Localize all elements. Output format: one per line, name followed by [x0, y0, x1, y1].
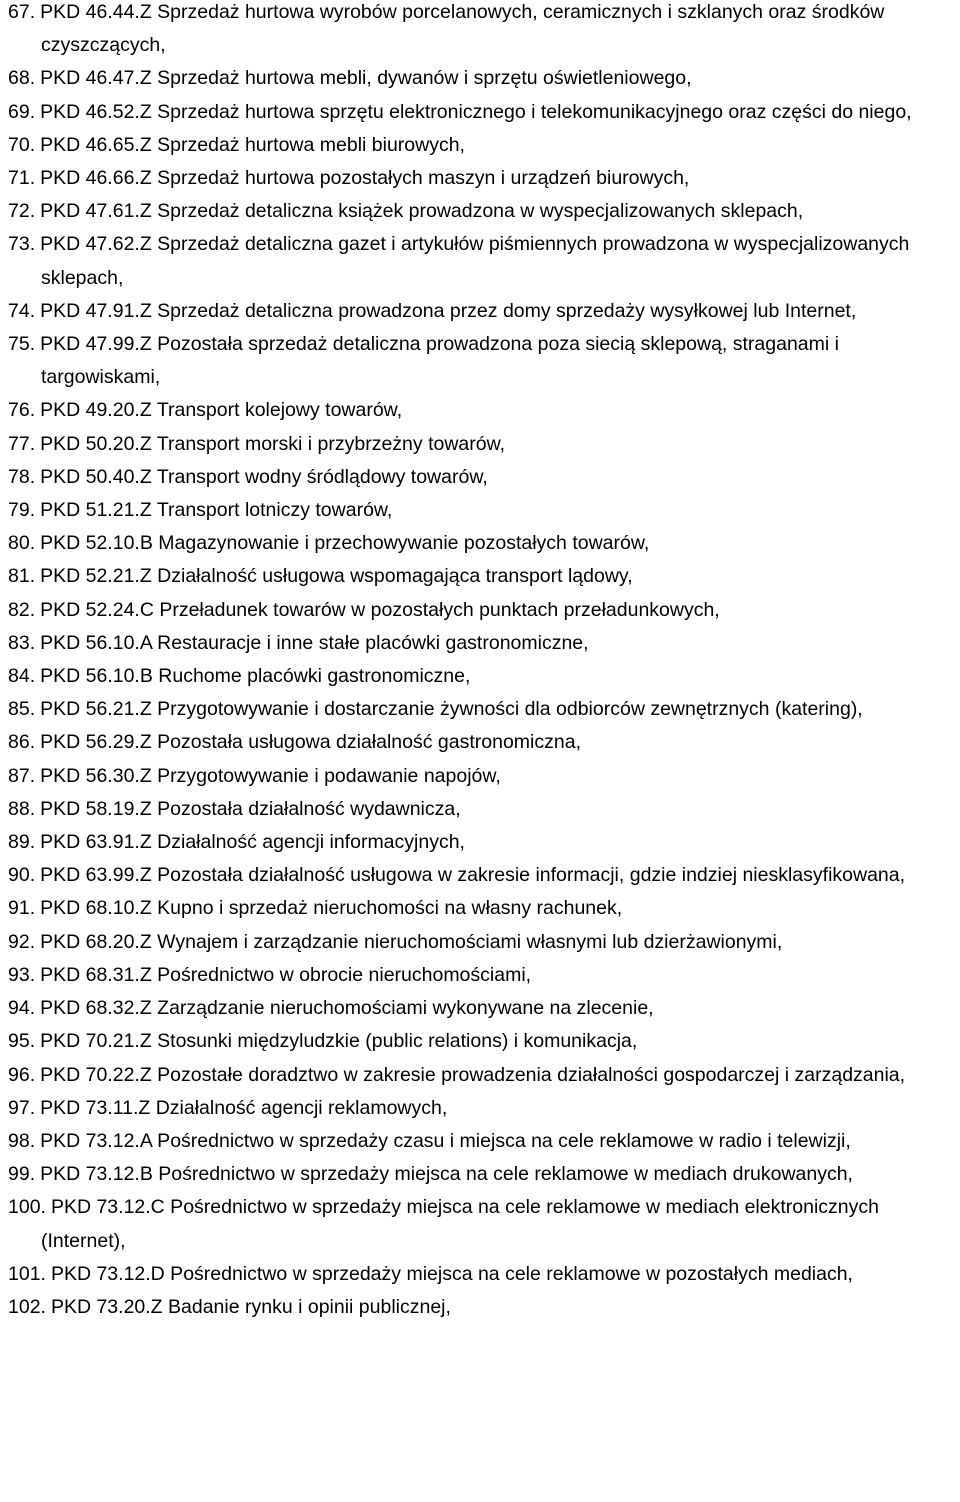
list-item: [8, 726, 960, 759]
list-item: [8, 826, 960, 859]
item-text: PKD 56.10.B Ruchome placówki gastronomiczne,: [40, 665, 471, 688]
item-number: 76.: [8, 399, 36, 422]
item-text: PKD 63.99.Z Pozostała działalność usługowa w zakresie informacji, gdzie indziej niesklasyfikowana,: [40, 864, 906, 887]
item-text: PKD 56.29.Z Pozostała usługowa działalność gastronomiczna,: [40, 731, 581, 754]
item-text: PKD 73.12.D Pośrednictwo w sprzedaży miejsca na cele reklamowe w pozostałych mediach,: [50, 1262, 853, 1285]
list-item: [8, 494, 960, 527]
item-number: 98.: [8, 1129, 36, 1152]
item-number: 88.: [8, 797, 36, 820]
list-item: [8, 560, 960, 593]
item-number: 85.: [8, 698, 36, 721]
item-text: PKD 73.12.A Pośrednictwo w sprzedaży czasu i miejsca na cele reklamowe w radio i telewizji,: [40, 1129, 851, 1152]
item-text: PKD 51.21.Z Transport lotniczy towarów,: [40, 499, 393, 522]
item-number: 68.: [8, 67, 36, 90]
item-number: 96.: [8, 1063, 36, 1086]
list-item: [8, 129, 960, 162]
list-item: [8, 62, 960, 95]
item-text: PKD 68.32.Z Zarządzanie nieruchomościami wykonywane na zlecenie,: [40, 997, 654, 1020]
list-item: [8, 394, 960, 427]
list-item: [8, 926, 960, 959]
item-text: PKD 46.65.Z Sprzedaż hurtowa mebli biurowych,: [40, 133, 465, 156]
item-number: 83.: [8, 631, 36, 654]
item-text: PKD 50.20.Z Transport morski i przybrzeżny towarów,: [40, 432, 506, 455]
list-item: [8, 228, 960, 294]
item-number: 101.: [8, 1262, 46, 1285]
list-item: [8, 1025, 960, 1058]
list-item: [8, 162, 960, 195]
item-text: PKD 70.21.Z Stosunki międzyludzkie (public relations) i komunikacja,: [40, 1030, 638, 1053]
item-text: PKD 70.22.Z Pozostałe doradztwo w zakresie prowadzenia działalności gospodarczej i zarządzania,: [40, 1063, 906, 1086]
list-item: [8, 760, 960, 793]
item-number: 70.: [8, 133, 36, 156]
item-text: PKD 73.20.Z Badanie rynku i opinii publicznej,: [50, 1295, 451, 1318]
item-text: PKD 52.10.B Magazynowanie i przechowywanie pozostałych towarów,: [40, 532, 650, 555]
list-item: [8, 992, 960, 1025]
item-text: PKD 52.24.C Przeładunek towarów w pozostałych punktach przeładunkowych,: [40, 598, 720, 621]
list-item: [8, 1125, 960, 1158]
list-item: [8, 96, 960, 129]
item-text: PKD 46.66.Z Sprzedaż hurtowa pozostałych maszyn i urządzeń biurowych,: [40, 167, 690, 190]
item-text: PKD 46.47.Z Sprzedaż hurtowa mebli, dywanów i sprzętu oświetleniowego,: [40, 67, 692, 90]
list-item: [8, 627, 960, 660]
item-number: 90.: [8, 864, 36, 887]
item-number: 100.: [8, 1196, 46, 1219]
item-number: 99.: [8, 1163, 36, 1186]
list-item: [8, 660, 960, 693]
item-number: 93.: [8, 963, 36, 986]
item-text: PKD 47.62.Z Sprzedaż detaliczna gazet i artykułów piśmiennych prowadzona w wyspecjalizowanych sklepach,: [40, 233, 910, 289]
list-item: [8, 1258, 960, 1291]
list-item: [8, 1059, 960, 1092]
list-item: [8, 1158, 960, 1191]
item-text: PKD 46.52.Z Sprzedaż hurtowa sprzętu elektronicznego i telekomunikacyjnego oraz części do niego,: [40, 100, 912, 123]
item-text: PKD 47.91.Z Sprzedaż detaliczna prowadzona przez domy sprzedaży wysyłkowej lub Internet,: [40, 299, 857, 322]
item-text: PKD 47.99.Z Pozostała sprzedaż detaliczna prowadzona poza siecią sklepową, straganami i targowiskami,: [40, 333, 839, 389]
item-text: PKD 73.11.Z Działalność agencji reklamowych,: [40, 1096, 448, 1119]
item-text: PKD 52.21.Z Działalność usługowa wspomagająca transport lądowy,: [40, 565, 633, 588]
list-item: [8, 195, 960, 228]
list-item: [8, 461, 960, 494]
item-text: PKD 73.12.B Pośrednictwo w sprzedaży miejsca na cele reklamowe w mediach drukowanych,: [40, 1163, 853, 1186]
item-text: PKD 68.31.Z Pośrednictwo w obrocie nieruchomościami,: [40, 963, 532, 986]
item-number: 97.: [8, 1096, 36, 1119]
item-number: 67.: [8, 1, 36, 23]
list-item: [8, 1191, 960, 1257]
pkd-code-list: [8, 0, 960, 1324]
list-item: [8, 527, 960, 560]
item-number: 75.: [8, 333, 36, 356]
list-item: [8, 892, 960, 925]
item-number: 74.: [8, 299, 36, 322]
item-number: 91.: [8, 897, 36, 920]
item-number: 71.: [8, 167, 36, 190]
item-text: PKD 73.12.C Pośrednictwo w sprzedaży miejsca na cele reklamowe w mediach elektronicznych (Internet),: [41, 1196, 879, 1252]
list-item: [8, 693, 960, 726]
item-number: 84.: [8, 665, 36, 688]
item-number: 87.: [8, 764, 36, 787]
item-number: 94.: [8, 997, 36, 1020]
item-text: PKD 49.20.Z Transport kolejowy towarów,: [40, 399, 403, 422]
item-number: 72.: [8, 200, 36, 223]
item-number: 81.: [8, 565, 36, 588]
item-number: 95.: [8, 1030, 36, 1053]
item-number: 78.: [8, 465, 36, 488]
list-item: [8, 428, 960, 461]
item-text: PKD 47.61.Z Sprzedaż detaliczna książek prowadzona w wyspecjalizowanych sklepach,: [40, 200, 804, 223]
item-text: PKD 50.40.Z Transport wodny śródlądowy towarów,: [40, 465, 488, 488]
item-text: PKD 63.91.Z Działalność agencji informacyjnych,: [40, 831, 465, 854]
item-text: PKD 56.10.A Restauracje i inne stałe placówki gastronomiczne,: [40, 631, 589, 654]
list-item: [8, 1291, 960, 1324]
item-number: 80.: [8, 532, 36, 555]
item-number: 89.: [8, 831, 36, 854]
list-item: [8, 1092, 960, 1125]
item-text: PKD 46.44.Z Sprzedaż hurtowa wyrobów porcelanowych, ceramicznych i szklanych oraz środków czyszczących,: [40, 1, 885, 57]
item-number: 79.: [8, 499, 36, 522]
item-number: 102.: [8, 1295, 46, 1318]
item-number: 82.: [8, 598, 36, 621]
item-number: 77.: [8, 432, 36, 455]
list-item: [8, 959, 960, 992]
item-text: PKD 56.21.Z Przygotowywanie i dostarczanie żywności dla odbiorców zewnętrznych (katering),: [40, 698, 863, 721]
item-text: PKD 58.19.Z Pozostała działalność wydawnicza,: [40, 797, 461, 820]
item-number: 86.: [8, 731, 36, 754]
list-item: [8, 295, 960, 328]
item-text: PKD 68.10.Z Kupno i sprzedaż nieruchomości na własny rachunek,: [40, 897, 623, 920]
item-number: 92.: [8, 930, 36, 953]
list-item: [8, 793, 960, 826]
list-item: [8, 0, 960, 62]
item-number: 69.: [8, 100, 36, 123]
item-text: PKD 68.20.Z Wynajem i zarządzanie nieruchomościami własnymi lub dzierżawionymi,: [40, 930, 783, 953]
list-item: [8, 328, 960, 394]
list-item: [8, 594, 960, 627]
list-item: [8, 859, 960, 892]
item-text: PKD 56.30.Z Przygotowywanie i podawanie napojów,: [40, 764, 501, 787]
item-number: 73.: [8, 233, 36, 256]
